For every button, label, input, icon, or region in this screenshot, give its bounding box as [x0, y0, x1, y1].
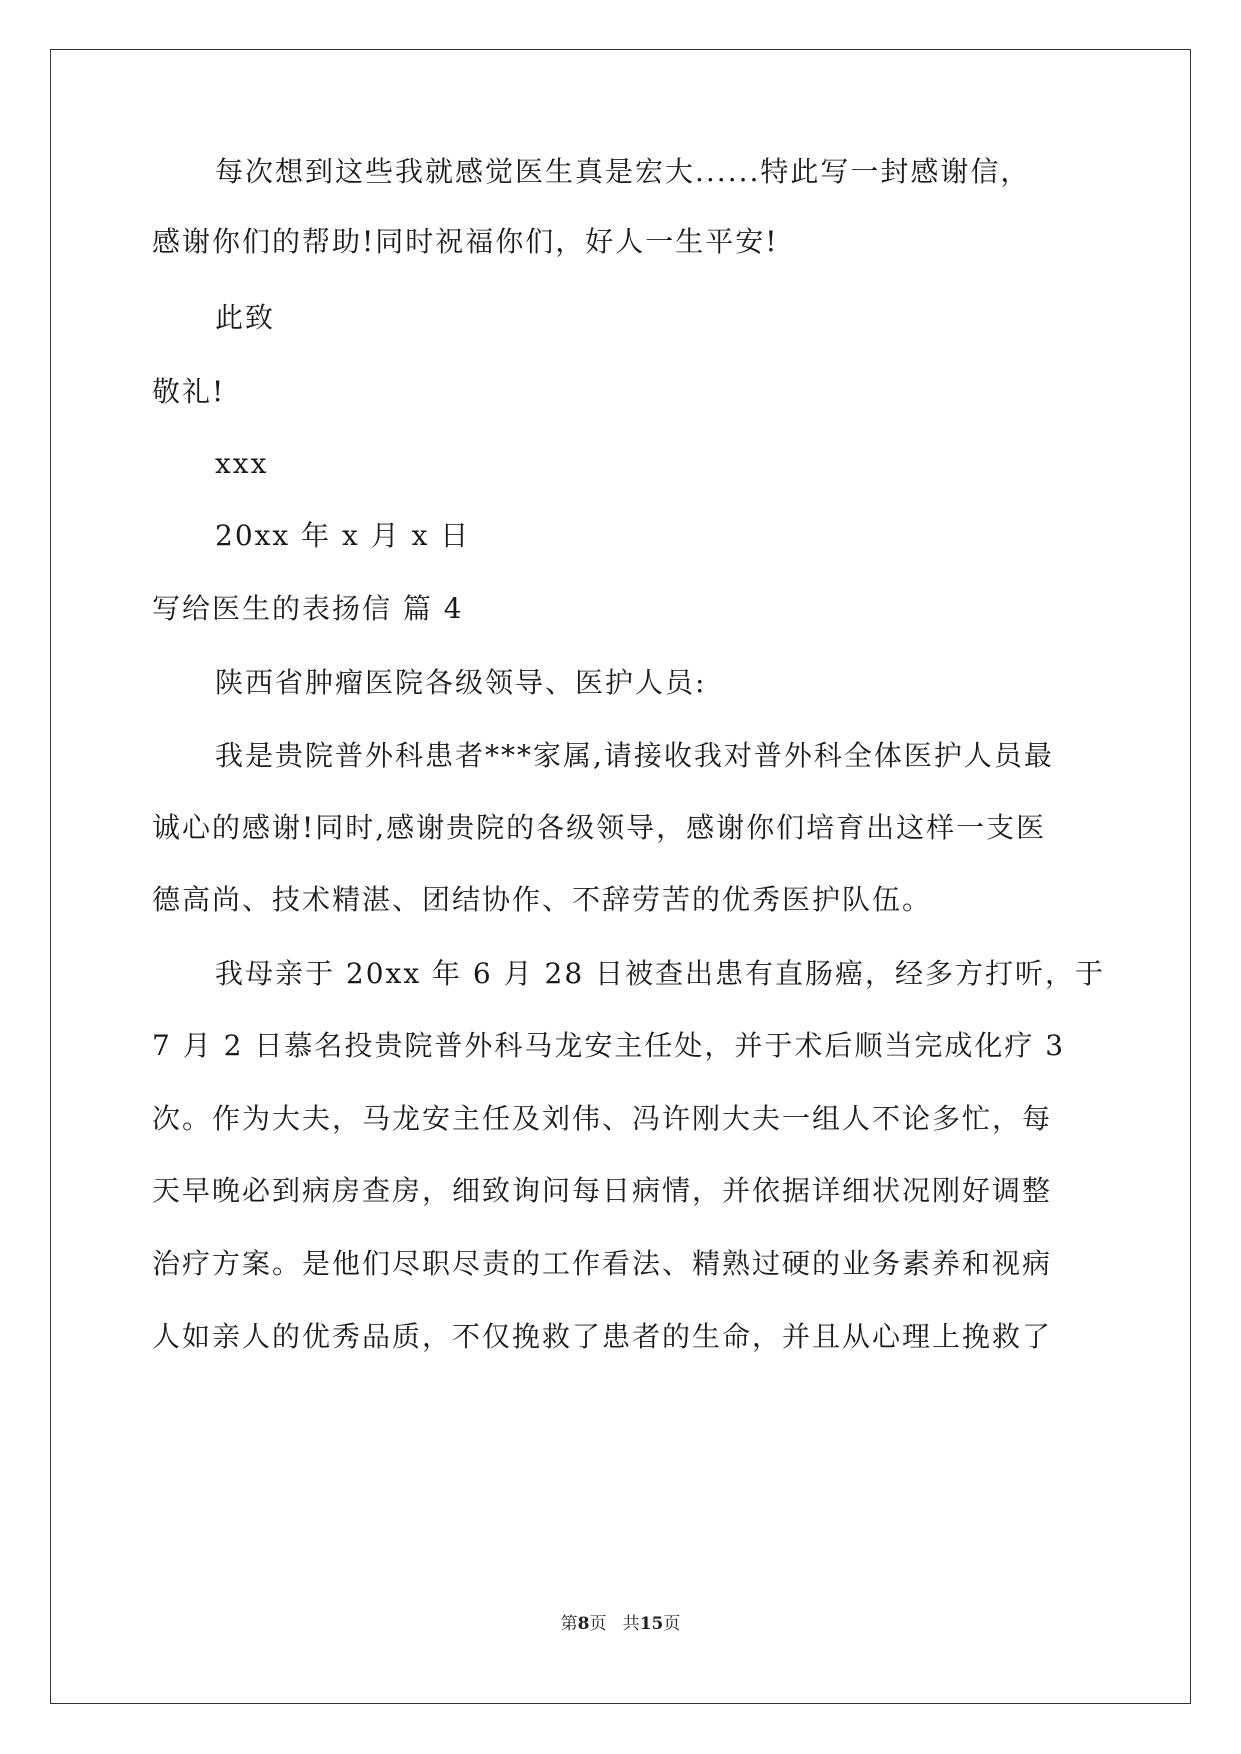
body-line-8: 次。作为大夫，马龙安主任及刘伟、冯许刚大夫一组人不论多忙，每 [152, 1102, 1053, 1135]
body-line-5: 德高尚、技术精湛、团结协作、不辞劳苦的优秀医护队伍。 [152, 883, 933, 916]
body-line-3: 我是贵院普外科患者***家属,请接收我对普外科全体医护人员最 [215, 739, 1054, 772]
page-footer [0, 1612, 1241, 1636]
closing-regards: 敬礼! [152, 375, 226, 408]
closing-salutation: 此致 [215, 301, 276, 334]
body-line-10: 治疗方案。是他们尽职尽责的工作看法、精熟过硬的业务素养和视病 [152, 1247, 1053, 1280]
signature-date: 20xx 年 x 月 x 日 [215, 519, 471, 552]
body-line-7: 7 月 2 日慕名投贵院普外科马龙安主任处，并于术后顺当完成化疗 3 [152, 1029, 1066, 1062]
body-line-6: 我母亲于 20xx 年 6 月 28 日被查出患有直肠癌，经多方打听，于 [215, 957, 1106, 990]
page-prefix: 第 [560, 1614, 578, 1634]
page-total: 15 [639, 1614, 664, 1634]
body-line-1: 每次想到这些我就感觉医生真是宏大......特此写一封感谢信， [215, 155, 1031, 188]
body-line-11: 人如亲人的优秀品质，不仅挽救了患者的生命，并且从心理上挽救了 [152, 1320, 1053, 1353]
page-current: 8 [577, 1614, 590, 1634]
body-line-4: 诚心的感谢!同时,感谢贵院的各级领导，感谢你们培育出这样一支医 [152, 811, 1047, 844]
page-mid: 页 共 [589, 1614, 640, 1634]
page-suffix: 页 [663, 1614, 681, 1634]
section-title: 写给医生的表扬信 篇 4 [152, 592, 464, 625]
body-line-2: 感谢你们的帮助!同时祝福你们，好人一生平安! [152, 225, 779, 258]
signature-name: xxx [215, 447, 269, 480]
letter-greeting: 陕西省肿瘤医院各级领导、医护人员: [215, 666, 707, 699]
body-line-9: 天早晚必到病房查房，细致询问每日病情，并依据详细状况刚好调整 [152, 1174, 1053, 1207]
